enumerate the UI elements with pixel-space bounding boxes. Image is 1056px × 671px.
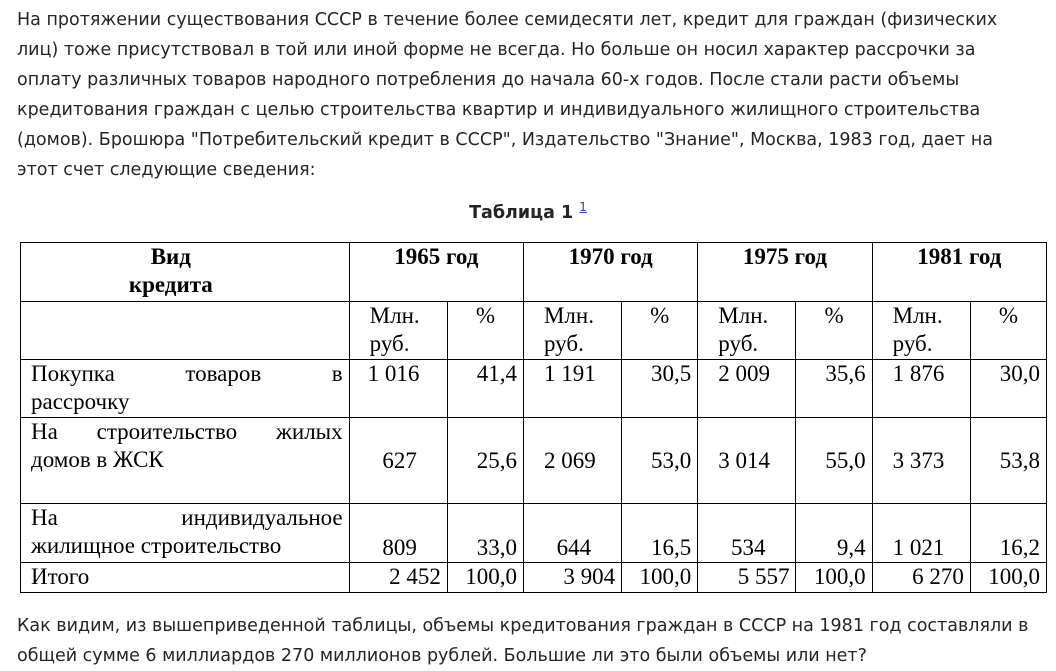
percent-header: %: [622, 302, 698, 360]
table-row: [21, 360, 1047, 418]
cell-percent: 53,8: [970, 418, 1046, 504]
header-row-years: [21, 243, 1047, 302]
kind-header-line1: Вид: [150, 244, 191, 269]
cell-percent: 33,0: [447, 504, 523, 563]
table-row: [21, 418, 1047, 504]
unit-header: Млн. руб.: [523, 302, 621, 360]
intro-paragraph: На протяжении существования СССР в течение более семидесяти лет, кредит для граждан (физических лиц) тоже присутствовал в той или иной форме не всегда. Но больше он носил характер рассрочки за оплату различных товаров народного потребления до начала 60-х годов. После стали расти объемы кредитования граждан с целью строительства квартир и индивидуального жилищного строительства (домов). Брошюра "Потребительский кредит в СССР", Издательство "Знание", Москва, 1983 год, дает на этот счет следующие сведения:: [17, 10, 998, 180]
cell-percent: 35,6: [796, 360, 872, 418]
cell-percent: 53,0: [622, 418, 698, 504]
cell-percent: 9,4: [796, 504, 872, 563]
cell-value: 5 557: [698, 563, 796, 593]
year-header-1975: 1975 год: [698, 243, 872, 302]
cell-percent: 41,4: [447, 360, 523, 418]
cell-percent: 100,0: [970, 563, 1046, 593]
cell-percent: 100,0: [622, 563, 698, 593]
unit-header: Млн. руб.: [698, 302, 796, 360]
row-label: На индивидуальное жилищное строительство: [21, 504, 350, 563]
row-label: Итого: [21, 563, 350, 593]
cell-value: 534: [698, 504, 796, 563]
cell-percent: 25,6: [447, 418, 523, 504]
unit-header: Млн. руб.: [872, 302, 970, 360]
kind-header-line2: кредита: [128, 272, 213, 297]
year-header-1981: 1981 год: [872, 243, 1046, 302]
percent-header: %: [796, 302, 872, 360]
row-label: Покупка товаров в рассрочку: [21, 360, 350, 418]
table-caption: [0, 198, 1056, 223]
cell-value: 2 069: [523, 418, 621, 504]
cell-value: 809: [349, 504, 447, 563]
cell-percent: 100,0: [447, 563, 523, 593]
cell-value: 2 009: [698, 360, 796, 418]
percent-header: %: [970, 302, 1046, 360]
cell-percent: 55,0: [796, 418, 872, 504]
cell-percent: 30,5: [622, 360, 698, 418]
cell-value: 6 270: [872, 563, 970, 593]
cell-value: 3 373: [872, 418, 970, 504]
percent-header: %: [447, 302, 523, 360]
cell-value: 1 876: [872, 360, 970, 418]
table-row: [21, 504, 1047, 563]
empty-header-cell: [21, 302, 350, 360]
conclusion-paragraph: Как видим, из вышеприведенной таблицы, объемы кредитования граждан в СССР на 1981 год составляли в общей сумме 6 миллиардов 270 миллионов рублей. Большие ли это были объемы или нет?: [17, 616, 1029, 666]
table-caption-text: Таблица 1: [469, 202, 574, 223]
cell-value: 1 191: [523, 360, 621, 418]
credit-table: [20, 242, 1047, 593]
total-row: [21, 563, 1047, 593]
cell-value: 627: [349, 418, 447, 504]
cell-percent: 16,2: [970, 504, 1046, 563]
row-label: На строительство жилых домов в ЖСК: [21, 418, 350, 504]
header-row-units: [21, 302, 1047, 360]
kind-header: [21, 243, 350, 302]
cell-value: 1 021: [872, 504, 970, 563]
cell-value: 1 016: [349, 360, 447, 418]
cell-value: 644: [523, 504, 621, 563]
cell-value: 3 904: [523, 563, 621, 593]
cell-value: 2 452: [349, 563, 447, 593]
year-header-1970: 1970 год: [523, 243, 697, 302]
unit-header: Млн. руб.: [349, 302, 447, 360]
cell-percent: 16,5: [622, 504, 698, 563]
cell-percent: 30,0: [970, 360, 1046, 418]
year-header-1965: 1965 год: [349, 243, 523, 302]
cell-value: 3 014: [698, 418, 796, 504]
cell-percent: 100,0: [796, 563, 872, 593]
footnote-link[interactable]: 1: [579, 200, 587, 214]
